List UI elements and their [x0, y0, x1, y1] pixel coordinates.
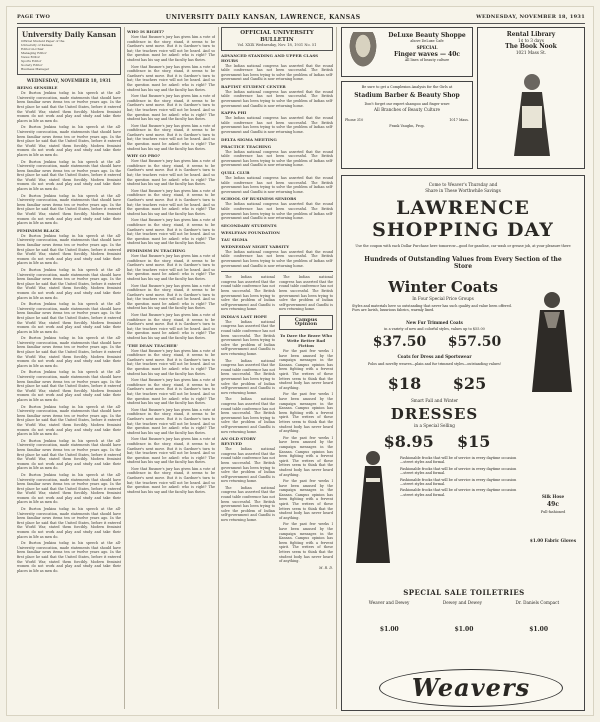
editorial-body: Now that Rusmer's jury has given him a vote of confidence in the story, stand, it seems to be Gardner's next move. But it is Gardner's turn to bat; the teachers voice will not be heard. And so the question must be asked: who is right? The student has his say and the faculty has theirs.	[127, 188, 215, 216]
article-body: The Indian national congress has asserted that the round table conference has not been successful. The British government has been trying to solve the problem of Indian self-government and Gandhi is now returning home.	[221, 319, 275, 357]
editorial-body: Dr. Burton Jenkins today, in his speech at the all-University convocation, made statements that should have been familiar news items ten or twelve years ago. In the first place he said that the United States, before it entered the World War, stated them forcibly. Modern feminist women do not work and play and study and take their places in life as men do.	[17, 193, 121, 226]
masthead-date: WEDNESDAY, NOVEMBER 18, 1931	[476, 14, 585, 20]
weavers-coats-sub: In Four Special Price Groups	[412, 296, 474, 301]
staff-list	[21, 39, 117, 71]
bulletin-item: SECONDARY STUDENTS	[221, 222, 277, 228]
fashion-figure-illustration	[492, 66, 572, 166]
ad-rental-sub1: 1¢ to 3 days	[518, 38, 544, 43]
article-body: The Indian national congress has asserted that the round table conference has not been successful. The British government has been trying to solve the problem of Indian self-government and Gandhi is now returning home.	[221, 358, 275, 395]
staff-line: Sports Editor	[21, 59, 42, 63]
article-body: The Indian national congress has asserted that the round table conference has not been successful. The British government has been trying to solve the problem of Indian self-government and Gandhi is now returning home.	[221, 485, 275, 523]
staff-line: News Editor	[21, 55, 40, 59]
campus-opinion-subtitle: To Dave the Brave Who Write Better Bad Fiction	[279, 333, 332, 349]
bulletin-item: WESLEYAN FOUNDATION	[221, 229, 280, 235]
column-divider	[124, 27, 125, 709]
ad-deluxe-sub: above DeLuxe Cafe	[410, 39, 444, 43]
price-sports-1: $18	[387, 374, 422, 393]
editorial-heading: 'THE DEAN TEACHER'	[127, 342, 178, 348]
editorial-body: Now that Rusmer's jury has given him a vote of confidence in the story, stand, it seems to be Gardner's next move. But it is Gardner's turn to bat; the teachers voice will not be heard. And so the question must be asked: who is right? The student has his say and the faculty has theirs.	[127, 378, 215, 406]
staff-line: Managing Editor	[21, 51, 47, 55]
bulletin-title: OFFICIAL UNIVERSITY BULLETIN	[240, 30, 314, 43]
ad-rental-library	[477, 27, 585, 169]
ad-stadium-owner: Frank Vaughn, Prop.	[389, 124, 425, 129]
bulletin-body: The Indian national congress has asserted that the round table conference has not been successful. The British government has been trying to solve the problem of Indian self-government and Gandhi is now returning home.	[221, 89, 333, 108]
editorial-body: Dr. Burton Jenkins today, in his speech at the all-University convocation, made statements that should have been familiar news items ten or twelve years ago. In the first place he said that the United States, before it entered the World War, stated them forcibly. Modern feminist women do not work and play and study and take their places in life as men do.	[17, 370, 121, 403]
bulletin-item: DELTA SIGMA MEETING	[221, 136, 277, 142]
toiletry-item: Dewey and Dewey	[442, 600, 482, 605]
ad-stadium-title: Stadium Barber & Beauty Shop	[354, 92, 460, 100]
editorial-heading: FEMINISM BLACK	[17, 227, 60, 233]
weavers-fabric-title: $1.00 Fabric Gloves	[529, 538, 577, 543]
bulletin-body: The Indian national congress has asserted that the round table conference has not been successful. The British government has been trying to solve the problem of Indian self-government and Gandhi is now returning home.	[221, 63, 333, 82]
bulletin-item: PRACTICE TEACHING	[221, 143, 272, 149]
editorial-body: Now that Rusmer's jury has given him a vote of confidence in the story, stand, it seems to be Gardner's next move. But it is Gardner's turn to bat; the teachers voice will not be heard. And so the question must be asked: who is right? The student has his say and the faculty has theirs.	[127, 466, 215, 494]
weavers-headline-2: SHOPPING DAY	[372, 219, 554, 241]
article-body: The Indian national congress has asserted that the round table conference has not been successful. The British government has been trying to solve the problem of Indian self-government and Gandhi is now returning home.	[221, 447, 275, 484]
toiletry-price: $1.00	[529, 626, 549, 633]
weavers-headline-1: LAWRENCE	[396, 197, 530, 219]
bulletin-item: QUILL CLUB	[221, 170, 250, 175]
editorial-body: Now that Rusmer's jury has given him a vote of confidence in the story, stand, it seems to be Gardner's next move. But it is Gardner's turn to bat; the teachers voice will not be heard. And so the question must be asked: who is right? The student has his say and the faculty has theirs.	[127, 253, 215, 281]
article-heading: AN OLD STORY REVIVED	[221, 436, 256, 447]
weavers-coat-prices	[362, 334, 512, 350]
editorial-body: Dr. Burton Jenkins today, in his speech at the all-University convocation, made statements that should have been familiar news items ten or twelve years ago. In the first place he said that the United States, before it entered the World War, stated them forcibly. Modern feminist women do not work and play and study and take their places in life as men do.	[17, 302, 121, 334]
editorial-body: Now that Rusmer's jury has given him a vote of confidence in the story, stand, it seems to be Gardner's next move. But it is Gardner's turn to bat; the teachers voice will not be heard. And so the question must be asked: who is right? The student has his say and the faculty has theirs.	[127, 348, 215, 376]
staff-line: Editor-in-Chief	[21, 47, 44, 51]
weavers-sports-title: Coats for Dress and Sportswear	[397, 354, 472, 359]
article-heading: INDIA'S LAST HOPE	[221, 313, 267, 319]
editorial-date: WEDNESDAY, NOVEMBER 18, 1931	[26, 78, 112, 83]
weavers-dress-title: DRESSES	[390, 405, 479, 423]
editorial-heading: WHO IS RIGHT?	[127, 29, 165, 34]
weavers-intro-1: Come to Weaver's Thursday and	[428, 182, 498, 187]
campus-opinion-body: For the past few weeks I have been amused by the campaign messages in the Kansan. Campus opinion has been fighting with a fervent spirit. The writers of these letters seem to think that the student body has never heard of anything.	[279, 435, 333, 477]
bulletin-body: The Indian national congress has asserted that the round table conference has not been successful. The British government has been trying to solve the problem of Indian self-government and Gandhi is now returning home.	[221, 249, 333, 268]
editorial-body: Dr. Burton Jenkins today, in his speech at the all-University convocation, made statements that should have been familiar news items ten or twelve years ago. In the first place he said that the United States, before it entered the World War, stated them forcibly. Modern feminist women do not work and play and study and take their places in life as men do.	[17, 404, 121, 437]
masthead-rule	[17, 23, 585, 24]
ad-stadium-barber	[341, 81, 473, 169]
ad-rental-sub2: The Book Nook	[505, 43, 557, 51]
bulletin-item: SCHOOL OF BUSINESS SENIORS	[221, 196, 297, 202]
campus-opinion-body: For the past few weeks I have been amused by the campaign messages in the Kansan. Campus opinion has been fighting with a fervent spirit. The writers of these letters seem to think that the student body has never heard of anything.	[279, 522, 333, 564]
ad-stadium-address: 1017 Mass.	[449, 118, 469, 123]
editorial-body: Dr. Burton Jenkins today, in his speech at the all-University convocation, made statements that should have been familiar news items ten or twelve years ago. In the first place he said that the United States, before it entered the World War, stated them forcibly. Modern feminist women do not work and play and study and take their places in life as men do.	[17, 541, 121, 573]
price-sports-2: $25	[452, 374, 487, 393]
toiletry-price: $1.00	[379, 626, 399, 633]
campus-opinion-signature: M. R. D.	[318, 565, 333, 570]
editorial-heading: FEMINISM IN TEACHING	[127, 247, 186, 253]
editorial-body: Dr. Burton Jenkins today, in his speech at the all-University convocation, made statements that should have been familiar news items ten or twelve years ago. In the first place he said that the United States, before it entered the World War, stated them forcibly. Modern feminist women do not work and play and study and take their places in life as men do.	[17, 125, 121, 157]
editorial-body: Now that Rusmer's jury has given him a vote of confidence in the story, stand, it seems to be Gardner's next move. But it is Gardner's turn to bat; the teachers voice will not be heard. And so the question must be asked: who is right? The student has his say and the faculty has theirs.	[127, 437, 215, 465]
weavers-trimmed-title: New Fur Trimmed Coats	[406, 320, 463, 325]
weavers-subhead: Hundreds of Outstanding Values from Every Section of the Store	[364, 256, 562, 270]
dress-body-text: Fashionable frocks that will be of service in every daytime occasion—street styles and formal.	[400, 466, 517, 476]
editorial-body: Dr. Burton Jenkins today, in his speech at the all-University convocation, made statements that should have been familiar news items ten or twelve years ago. In the first place he said that the United States, before it entered the World War, stated them forcibly. Modern feminist women do not work and play and study and take their places in life as men do.	[17, 91, 121, 123]
masthead	[17, 11, 585, 23]
ad-deluxe-offer: Finger waves — 40c	[393, 50, 461, 58]
editorial-body: Dr. Burton Jenkins today, in his speech at the all-University convocation, made statements that should have been familiar news items ten or twelve years ago. In the first place he said that the United States, before it entered the World War, stated them forcibly. Modern feminist women do not work and play and study and take their places in life as men do.	[17, 507, 121, 539]
bulletin-body: The Indian national congress has asserted that the round table conference has not been successful. The British government has been trying to solve the problem of Indian self-government and Gandhi is now returning home.	[221, 149, 333, 168]
staff-line: University of Kansas	[21, 43, 53, 47]
newspaper-page	[6, 6, 594, 716]
campus-opinion-title: Campus Opinion	[294, 316, 318, 328]
weavers-sports-prices	[372, 374, 502, 393]
ad-deluxe-note: All lines of beauty culture	[404, 57, 450, 62]
bulletin-item: BAPTIST STUDENT CENTER	[221, 83, 286, 89]
weavers-sports-body: Polos and novelty weaves—plain and fur trimmed styles—outstanding values!	[367, 362, 502, 366]
weavers-toiletries-row	[352, 600, 576, 605]
ad-deluxe-beauty	[341, 27, 473, 77]
weavers-trimmed-note: in a variety of new and colorful styles, values up to $55.00	[384, 327, 485, 331]
staff-line: Society Editor	[21, 63, 43, 67]
editorial-body: Now that Rusmer's jury has given him a vote of confidence in the story, stand, it seems to be Gardner's next move. But it is Gardner's turn to bat; the teachers voice will not be heard. And so the question must be asked: who is right? The student has his say and the faculty has theirs.	[127, 218, 215, 246]
campus-opinion-box	[279, 315, 333, 330]
dress-body-text: Fashionable frocks that will be of service in every daytime occasion—street styles and formal.	[400, 477, 517, 487]
column-divider	[336, 27, 337, 709]
campus-opinion-body: For the past few weeks I have been amused by the campaign messages in the Kansan. Campus opinion has been fighting with a fervent spirit. The writers of these letters seem to think that the student body has never heard of anything.	[279, 392, 333, 434]
editorial-body: Now that Rusmer's jury has given him a vote of confidence in the story, stand, it seems to be Gardner's next move. But it is Gardner's turn to bat; the teachers voice will not be heard. And so the question must be asked: who is right? The student has his say and the faculty has theirs.	[127, 35, 215, 62]
staff-line: Business Manager	[21, 67, 50, 71]
column-1	[17, 27, 121, 711]
bulletin-item: ADVANCED STANDING AND UPPER CLASS HOURS	[221, 52, 319, 63]
editorial-body: Now that Rusmer's jury has given him a vote of confidence in the story, stand, it seems to be Gardner's next move. But it is Gardner's turn to bat; the teachers voice will not be heard. And so the question must be asked: who is right? The student has his say and the faculty has theirs.	[127, 313, 215, 341]
ad-rental-title: Rental Library	[506, 31, 556, 38]
dress-body-text: Fashionable frocks that will be of service in every daytime occasion—street styles and formal.	[400, 488, 517, 497]
coat-figure-illustration	[522, 288, 582, 398]
bulletin-item: TAU SIGMA	[221, 236, 248, 242]
editorial-body: Dr. Burton Jenkins today, in his speech at the all-University convocation, made statements that should have been familiar news items ten or twelve years ago. In the first place he said that the United States, before it entered the World War, stated them forcibly. Modern feminist women do not work and play and study and take their places in life as men do.	[17, 438, 121, 471]
ad-weavers	[341, 175, 585, 711]
column-divider	[218, 27, 219, 709]
weavers-logo: Weavers	[379, 669, 563, 707]
ad-stadium-phone: Phone 310	[345, 118, 364, 123]
campus-opinion-body: For the past few weeks I have been amused by the campaign messages in the Kansan. Campus opinion has been fighting with a fervent spirit. The writers of these letters seem to think that the student body has never heard of anything.	[279, 349, 333, 390]
article-body: The Indian national congress has asserted that the round table conference has not been successful. The British government has been trying to solve the problem of Indian self-government and Gandhi is now returning home.	[279, 275, 333, 312]
price-coat-2: $57.50	[447, 334, 502, 350]
official-bulletin	[221, 27, 333, 51]
column-3	[221, 27, 333, 711]
dress-figure-illustration	[348, 448, 398, 568]
masthead-title: UNIVERSITY DAILY KANSAN, LAWRENCE, KANSAS	[165, 13, 361, 21]
editorial-body: Dr. Burton Jenkins today, in his speech at the all-University convocation, made statements that should have been familiar news items ten or twelve years ago. In the first place he said that the United States, before it entered the World War, stated them forcibly. Modern feminist women do not work and play and study and take their places in life as men do.	[17, 336, 121, 368]
editorial-body: Now that Rusmer's jury has given him a vote of confidence in the story, stand, it seems to be Gardner's next move. But it is Gardner's turn to bat; the teachers voice will not be heard. And so the question must be asked: who is right? The student has his say and the faculty has theirs.	[127, 64, 215, 92]
page-number: PAGE TWO	[17, 14, 51, 20]
bulletin-subtitle: Vol. XXIX Wednesday, Nov. 18, 1931 No. 51	[237, 43, 317, 47]
editorial-body: Dr. Burton Jenkins today, in his speech at the all-University convocation, made statements that should have been familiar news items ten or twelve years ago. In the first place he said that the United States, before it entered the World War, stated them forcibly. Modern feminist women do not work and play and study and take their places in life as men do.	[17, 233, 121, 266]
weavers-dress-sub: in a Special Selling	[414, 423, 455, 428]
bulletin-item: KAPPA PHI	[221, 110, 247, 116]
weavers-toiletries-prices	[352, 626, 576, 633]
editorial-heading: WHY GO PRO?	[127, 153, 160, 159]
editorial-body: Now that Rusmer's jury has given him a vote of confidence in the story, stand, it seems to be Gardner's next move. But it is Gardner's turn to bat; the teachers voice will not be heard. And so the question must be asked: who is right? The student has his say and the faculty has theirs.	[127, 159, 215, 187]
weavers-toiletries-title: SPECIAL SALE TOILETRIES	[403, 588, 525, 597]
dress-body-text: Fashionable frocks that will be of service in every daytime occasion—street styles and formal.	[400, 456, 517, 465]
ad-rental-sub3: 1021 Mass St.	[515, 50, 547, 56]
price-dress-1: $8.95	[383, 432, 434, 451]
ad-stadium-line1: Be sure to get a Complexion Analysis for the Girls at	[361, 85, 453, 89]
editorial-body: Now that Rusmer's jury has given him a vote of confidence in the story, stand, it seems to be Gardner's next move. But it is Gardner's turn to bat; the teachers voice will not be heard. And so the question must be asked: who is right? The student has his say and the faculty has theirs.	[127, 123, 215, 151]
bulletin-body: The Indian national congress has asserted that the round table conference has not been successful. The British government has been trying to solve the problem of Indian self-government and Gandhi is now returning home.	[221, 176, 333, 194]
price-coat-1: $37.50	[372, 334, 427, 350]
weavers-coats-body: Styles and materials here so outstanding that never has such quality and value been offered. Furs are lavish, luxurious fabrics, warmly lined.	[352, 304, 512, 313]
paper-title: University Daily Kansan	[21, 30, 117, 39]
editorial-body: Dr. Burton Jenkins today, in his speech at the all-University convocation, made statements that should have been familiar news items ten or twelve years ago. In the first place he said that the United States, before it entered the World War, stated them forcibly. Modern feminist women do not work and play and study and take their places in life as men do.	[17, 267, 121, 300]
ad-stadium-line3: All Branches of Beauty Culture	[374, 106, 440, 112]
column-2	[127, 27, 215, 711]
toiletry-item: Dr. Daniels Compact	[515, 600, 560, 605]
weavers-dress-body	[400, 456, 518, 497]
toiletry-price: $1.00	[454, 626, 474, 633]
editorial-body: Now that Rusmer's jury has given him a vote of confidence in the story, stand, it seems to be Gardner's next move. But it is Gardner's turn to bat; the teachers voice will not be heard. And so the question must be asked: who is right? The student has his say and the faculty has theirs.	[127, 283, 215, 311]
article-body: The Indian national congress has asserted that the round table conference has not been successful. The British government has been trying to solve the problem of Indian self-government and Gandhi is now returning home.	[221, 275, 275, 312]
weavers-hose-title: Silk Hose	[541, 494, 565, 499]
toiletry-item: Weaver and Dewey	[368, 600, 410, 605]
bulletin-item: WEDNESDAY NIGHT VARSITY	[221, 243, 290, 249]
ad-deluxe-title: DeLuxe Beauty Shoppe	[388, 32, 466, 39]
ad-stadium-line2: Don't forget our expert shampoo and finger wave	[364, 102, 450, 107]
woman-portrait-icon	[346, 32, 380, 72]
price-dress-2: $15	[456, 432, 491, 451]
ad-deluxe-special: SPECIAL	[416, 45, 438, 51]
editorial-body: Now that Rusmer's jury has given him a vote of confidence in the story, stand, it seems to be Gardner's next move. But it is Gardner's turn to bat; the teachers voice will not be heard. And so the question must be asked: who is right? The student has his say and the faculty has theirs.	[127, 407, 215, 435]
campus-opinion-body: For the past few weeks I have been amused by the campaign messages in the Kansan. Campus opinion has been fighting with a fervent spirit. The writers of these letters seem to think that the student body has never heard of anything.	[279, 479, 333, 520]
editorial-body: Now that Rusmer's jury has given him a vote of confidence in the story, stand, it seems to be Gardner's next move. But it is Gardner's turn to bat; the teachers voice will not be heard. And so the question must be asked: who is right? The student has his say and the faculty has theirs.	[127, 94, 215, 122]
article-body: The Indian national congress has asserted that the round table conference has not been successful. The British government has been trying to solve the problem of Indian self-government and Gandhi is now returning home.	[221, 397, 275, 434]
paper-masthead-box	[17, 27, 121, 75]
bulletin-body: The Indian national congress has asserted that the round table conference has not been successful. The British government has been trying to solve the problem of Indian self-government and Gandhi is now returning home.	[221, 116, 333, 135]
bulletin-body: The Indian national congress has asserted that the round table conference has not been successful. The British government has been trying to solve the problem of Indian self-government and Gandhi is now returning home.	[221, 202, 333, 221]
editorial-heading: BEING SENSIBLE	[17, 85, 58, 91]
weavers-intro-2: Share in These Worthwhile Savings	[425, 188, 501, 193]
weavers-coats-title: Winter Coats	[388, 278, 498, 296]
weavers-lede: Use the coupon with each Dollar Purchase here tomorrow—good for gasoline, car wash or grease job, at your pleasure there	[355, 244, 571, 248]
weavers-hose-sub: Full-fashioned	[540, 510, 566, 514]
weavers-hose-price: 49c	[546, 501, 559, 508]
editorial-body: Dr. Burton Jenkins today, in his speech at the all-University convocation, made statements that should have been familiar news items ten or twelve years ago. In the first place he said that the United States, before it entered the World War, stated them forcibly. Modern feminist women do not work and play and study and take their places in life as men do.	[17, 159, 121, 192]
staff-line: Official Student Paper of the	[21, 39, 65, 43]
weavers-dress-intro: Smart Fall and Winter	[410, 398, 459, 403]
editorial-body: Dr. Burton Jenkins today, in his speech at the all-University convocation, made statements that should have been familiar news items ten or twelve years ago. In the first place he said that the United States, before it entered the World War, stated them forcibly. Modern feminist women do not work and play and study and take their places in life as men do.	[17, 472, 121, 505]
